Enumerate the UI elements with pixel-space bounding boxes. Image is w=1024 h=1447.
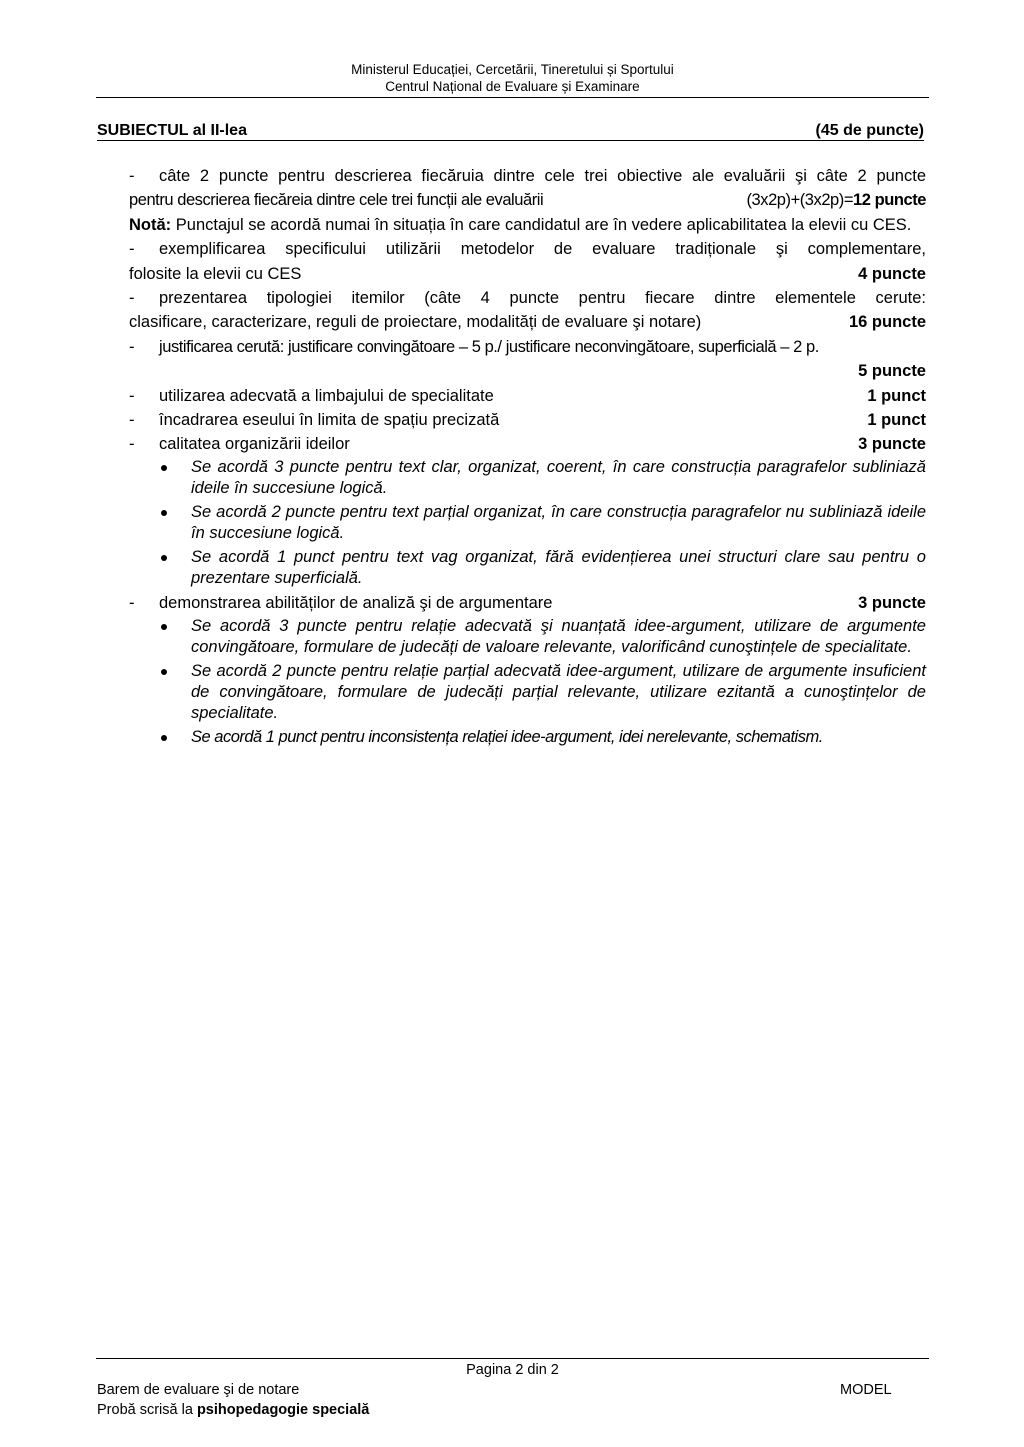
bullet-item: Se acordă 2 puncte pentru relație parțial adecvată idee-argument, utilizare de argumente insuficient de convingătoare, formulare de judecăți parțial relevante, utilizare ezitantă a cunoştințelor de specialitate. [191, 661, 926, 725]
criterion-line: pentru descrierea fiecăreia dintre cele trei funcții ale evaluării (3x2p)+(3x2p)=12 puncte [129, 188, 926, 212]
criterion-assessment-methods [129, 237, 926, 286]
bullet-icon [161, 624, 167, 630]
bullet-icon [161, 555, 167, 561]
bullet-item: Se acordă 3 puncte pentru relație adecvată şi nuanțată idee-argument, utilizare de argumente convingătoare, formulare de judecăți de valoare relevante, valorificând cunoştințele de specialitate. [191, 616, 926, 659]
footer-model-label: MODEL [840, 1382, 892, 1398]
criterion-specialty-language: - utilizarea adecvată a limbajului de specialitate 1 punct [129, 384, 926, 408]
footer-doc-type: Barem de evaluare şi de notare [97, 1382, 300, 1398]
score-points: 12 puncte [853, 191, 926, 210]
header-ministry: Ministerul Educației, Cercetării, Tineretului și Sportului [351, 62, 674, 77]
score-points: 3 puncte [858, 435, 926, 454]
criterion-line: - exemplificarea specificului utilizării metodelor de evaluare tradiționale şi complementare, [129, 237, 926, 261]
header-divider [96, 97, 929, 98]
footer-exam-subject: Probă scrisă la psihopedagogie specială [97, 1402, 370, 1418]
criterion-line: - justificarea cerută: justificare convingătoare – 5 p./ justificare neconvingătoare, superficială – 2 p. [129, 335, 926, 359]
footer-divider [96, 1358, 929, 1359]
score-points: 1 punct [867, 386, 926, 405]
bullet-item: Se acordă 2 puncte pentru text parțial organizat, în care construcția paragrafelor nu subliniază ideile în succesiune logică. [191, 502, 926, 545]
bullet-icon [161, 465, 167, 471]
bullet-icon [161, 669, 167, 675]
dash-marker: - [129, 167, 135, 185]
subject-points: (45 de puncte) [815, 122, 924, 139]
score-formula: (3x2p)+(3x2p)= [746, 191, 854, 210]
note-text: Punctajul se acordă numai în situația în care candidatul are în vedere aplicabilitatea la elevii cu CES. [171, 215, 912, 234]
organization-bullets [191, 457, 926, 589]
subject-underline [97, 140, 924, 141]
criterion-line: folosite la elevii cu CES 4 puncte [129, 262, 926, 286]
bullet-icon [161, 510, 167, 516]
bullet-item: Se acordă 1 punct pentru text vag organizat, fără evidențierea unei structuri clare sau pentru o prezentare superficială. [191, 547, 926, 590]
note-label: Notă: [129, 215, 172, 234]
score-points: 3 puncte [858, 594, 926, 613]
score-points: 5 puncte [858, 362, 926, 381]
dash-marker: - [129, 337, 135, 356]
criterion-item-typology [129, 286, 926, 335]
criterion-justification [129, 335, 926, 384]
bullet-item: Se acordă 3 puncte pentru text clar, organizat, coerent, în care construcția paragrafelor subliniază ideile în succesiune logică. [191, 457, 926, 500]
dash-marker: - [129, 289, 135, 308]
score-points: 16 puncte [848, 313, 926, 332]
page-header [96, 61, 929, 95]
score-points: 1 punct [867, 411, 926, 430]
dash-marker: - [129, 594, 135, 613]
scoring-note [129, 213, 926, 237]
criterion-score [747, 188, 927, 212]
criterion-objectives-functions [129, 164, 926, 213]
header-center: Centrul Național de Evaluare și Examinare [385, 79, 640, 94]
dash-marker: - [129, 411, 135, 430]
criterion-line: - prezentarea tipologiei itemilor (câte 4 puncte pentru fiecare dintre elementele cerute: [129, 286, 926, 310]
criterion-line: - câte 2 puncte pentru descrierea fiecăruia dintre cele trei obiective ale evaluării şi câte 2 puncte [129, 164, 926, 188]
criterion-space-limit: - încadrarea eseului în limita de spațiu precizată 1 punct [129, 408, 926, 432]
argumentation-bullets [191, 616, 926, 748]
page-number: Pagina 2 din 2 [466, 1362, 559, 1378]
subject-heading [97, 122, 924, 142]
criterion-line: clasificare, caracterizare, reguli de proiectare, modalități de evaluare şi notare) 16 puncte [129, 310, 926, 334]
dash-marker: - [129, 435, 135, 454]
dash-marker: - [129, 240, 135, 259]
bullet-item: Se acordă 1 punct pentru inconsistența relației idee-argument, idei nerelevante, schematism. [191, 727, 926, 748]
subject-title: SUBIECTUL al II-lea [97, 122, 247, 139]
criterion-analysis-argumentation: - demonstrarea abilităților de analiză şi de argumentare 3 puncte [129, 591, 926, 615]
dash-marker: - [129, 386, 135, 405]
grading-content [129, 164, 926, 750]
score-points: 4 puncte [858, 264, 926, 283]
exam-subject-name: psihopedagogie specială [196, 1402, 370, 1418]
bullet-icon [161, 735, 167, 741]
criterion-idea-organization: - calitatea organizării ideilor 3 puncte [129, 432, 926, 456]
